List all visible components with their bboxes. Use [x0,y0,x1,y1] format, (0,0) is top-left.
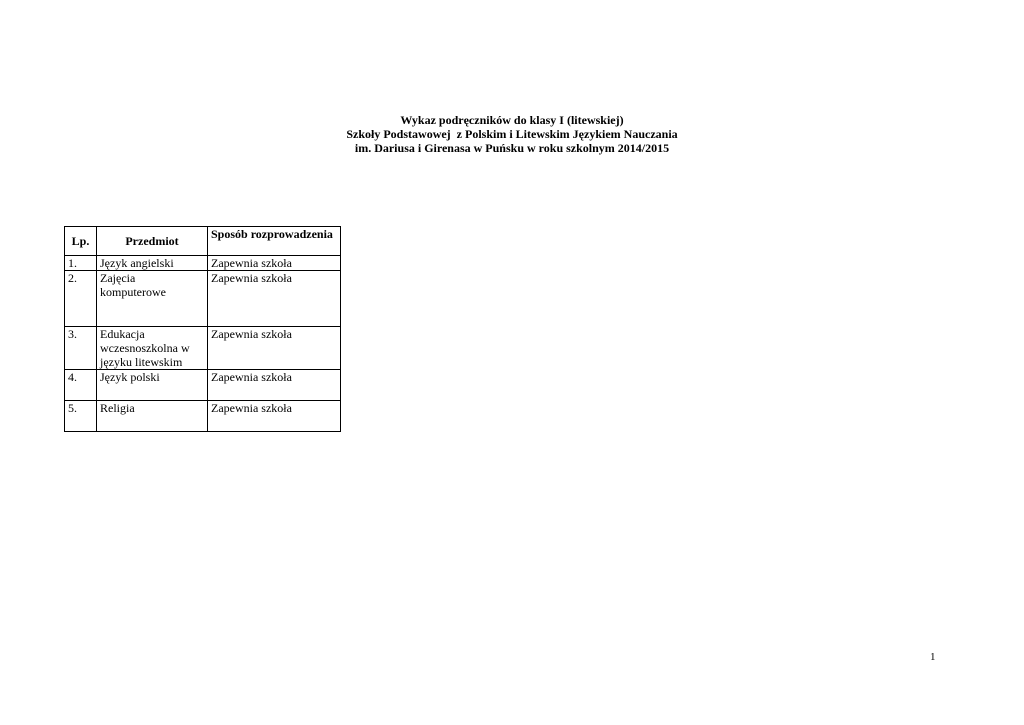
row-lp: 1. [65,256,97,271]
row-subject: Zajęcia komputerowe [97,271,208,327]
table-row [65,370,341,401]
table-row [65,256,341,271]
document-title [0,113,1024,155]
header-method: Sposób rozprowadzenia [208,227,341,256]
row-method: Zapewnia szkoła [208,327,341,370]
row-subject: Język angielski [97,256,208,271]
header-lp: Lp. [65,227,97,256]
row-lp: 5. [65,401,97,432]
title-line-1: Wykaz podręczników do klasy I (litewskiej) [400,113,624,127]
title-line-3: im. Dariusa i Girenasa w Puńsku w roku szkolnym 2014/2015 [354,141,670,155]
table-row [65,271,341,327]
row-subject: Religia [97,401,208,432]
row-method: Zapewnia szkoła [208,256,341,271]
row-method: Zapewnia szkoła [208,271,341,327]
page-number: 1 [930,651,936,663]
row-lp: 3. [65,327,97,370]
row-lp: 4. [65,370,97,401]
title-line-2: Szkoły Podstawowej z Polskim i Litewskim Językiem Nauczania [346,127,678,141]
header-subject: Przedmiot [97,227,208,256]
table-row [65,401,341,432]
table-row [65,327,341,370]
row-lp: 2. [65,271,97,327]
row-subject: Edukacja wczesnoszkolna w języku litewskim [97,327,208,370]
row-method: Zapewnia szkoła [208,401,341,432]
textbook-table [64,226,341,432]
table-header-row [65,227,341,256]
row-method: Zapewnia szkoła [208,370,341,401]
row-subject: Język polski [97,370,208,401]
